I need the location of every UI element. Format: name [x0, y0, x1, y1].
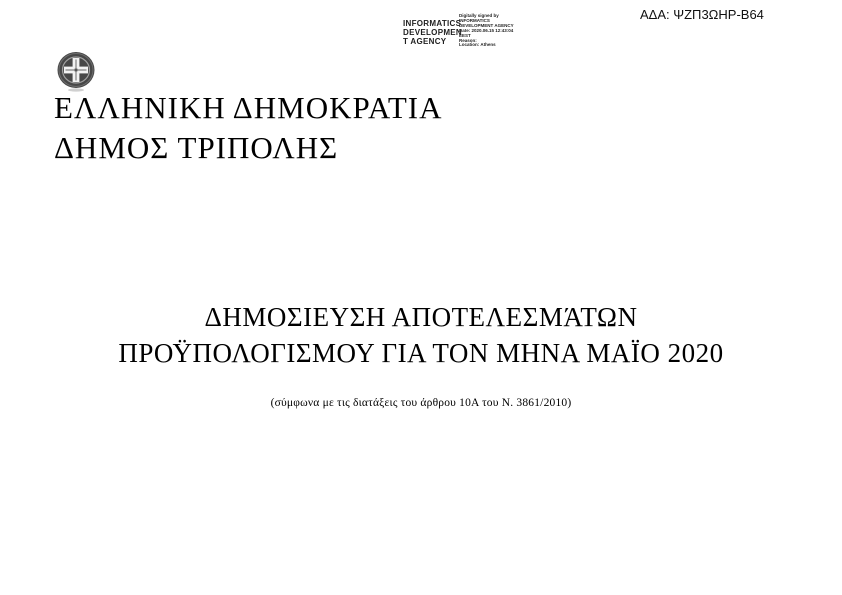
- stamp-agency-line: INFORMATICS: [403, 19, 462, 28]
- signature-stamp-details: [459, 14, 539, 48]
- document-title-line2: ΠΡΟΫΠΟΛΟΓΙΣΜΟΥ ΓΙΑ ΤΟΝ ΜΗΝΑ ΜΑΪΟ 2020: [118, 338, 724, 368]
- document-title-line1: ΔΗΜΟΣΙΕΥΣΗ ΑΠΟΤΕΛΕΣΜΆΤΩΝ: [204, 302, 638, 332]
- signature-stamp-agency: [403, 19, 463, 46]
- stamp-detail-line: EEST: [459, 32, 471, 38]
- letterhead-municipality: ΔΗΜΟΣ ΤΡΙΠΟΛΗΣ: [54, 130, 339, 165]
- letterhead-republic: ΕΛΛΗΝΙΚΗ ΔΗΜΟΚΡΑΤΙΑ: [54, 90, 443, 125]
- stamp-detail-line: INFORMATICS: [459, 17, 490, 23]
- stamp-detail-line: Reason:: [459, 37, 477, 43]
- stamp-detail-line: Location: Athens: [459, 42, 496, 48]
- stamp-detail-line: Date: 2020.06.15 12:43:04: [459, 27, 514, 33]
- stamp-detail-line: Digitally signed by: [459, 13, 499, 18]
- document-title: [0, 299, 842, 371]
- stamp-agency-line: DEVELOPMEN: [403, 28, 463, 37]
- stamp-agency-line: T AGENCY: [403, 37, 447, 46]
- stamp-detail-line: DEVELOPMENT AGENCY: [459, 22, 514, 28]
- ada-code: ΑΔΑ: ΨΖΠ3ΩΗΡ-Β64: [640, 7, 764, 22]
- letterhead: [54, 88, 443, 168]
- legal-reference: (σύμφωνα με τις διατάξεις του άρθρου 10Α του Ν. 3861/2010): [270, 397, 572, 409]
